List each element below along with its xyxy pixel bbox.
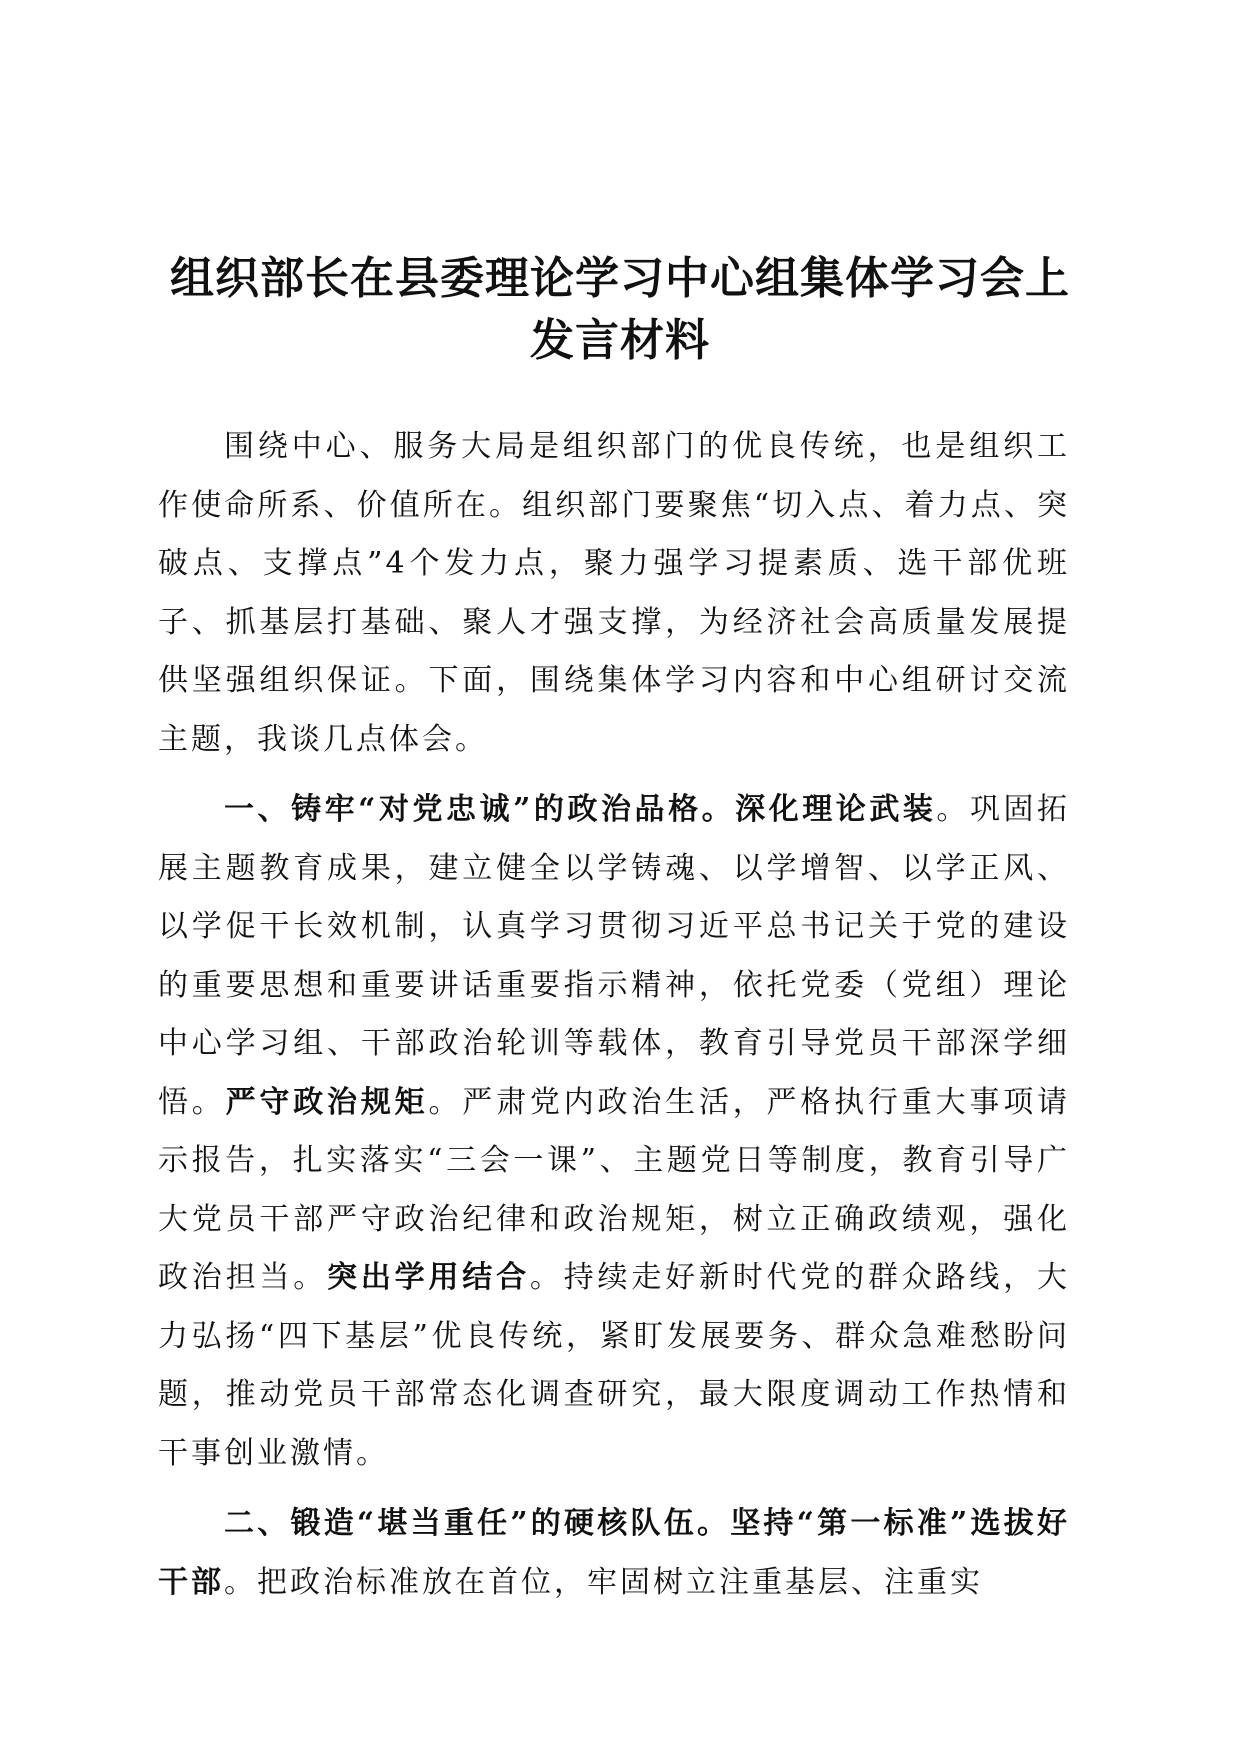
section-2-sub-1-text: 。把政治标准放在首位，牢固树立注重基层、注重实 [224, 1564, 983, 1600]
section-1-paragraph [158, 781, 1070, 1483]
document-title [140, 248, 1100, 372]
section-2-sub-1-title: 坚持“第一标准”选拔好干部 [158, 1506, 1070, 1600]
section-2-heading: 二、锻造“堪当重任”的硬核队伍。 [224, 1506, 731, 1541]
section-1-sub-3-text: 。持续走好新时代党的群众路线，大力弘扬“四下基层”优良传统，紧盯发展要务、群众急难愁盼问题，推动党员干部常态化调查研究，最大限度调动工作热情和干事创业激情。 [158, 1260, 1071, 1471]
title-line-2: 发言材料 [530, 315, 710, 366]
section-1-sub-1-text: 。巩固拓展主题教育成果，建立健全以学铸魂、以学增智、以学正风、以学促干长效机制，认真学习贯彻习近平总书记关于党的建设的重要思想和重要讲话重要指示精神，依托党委（党组）理论中心学习组、干部政治轮训等载体，教育引导党员干部深学细悟。 [158, 792, 1071, 1120]
section-2-paragraph [158, 1495, 1070, 1612]
section-1-heading: 一、铸牢“对党忠诚”的政治品格。 [224, 792, 736, 827]
document-body [158, 418, 1070, 1612]
section-1-sub-1-title: 深化理论武装 [735, 792, 937, 827]
section-1-sub-2-text: 。严肃党内政治生活，严格执行重大事项请示报告，扎实落实“三会一课”、主题党日等制度，教育引导广大党员干部严守政治纪律和政治规矩，树立正确政绩观，强化政治担当。 [158, 1084, 1071, 1295]
title-line-1: 组织部长在县委理论学习中心组集体学习会上 [170, 253, 1070, 304]
intro-paragraph: 围绕中心、服务大局是组织部门的优良传统，也是组织工作使命所系、价值所在。组织部门要聚焦“切入点、着力点、突破点、支撑点”4个发力点，聚力强学习提素质、选干部优班子、抓基层打基础、聚人才强支撑，为经济社会高质量发展提供坚强组织保证。下面，围绕集体学习内容和中心组研讨交流主题，我谈几点体会。 [158, 429, 1070, 757]
section-1-sub-2-title: 严守政治规矩 [225, 1084, 429, 1120]
section-1-sub-3-title: 突出学用结合 [327, 1260, 530, 1295]
